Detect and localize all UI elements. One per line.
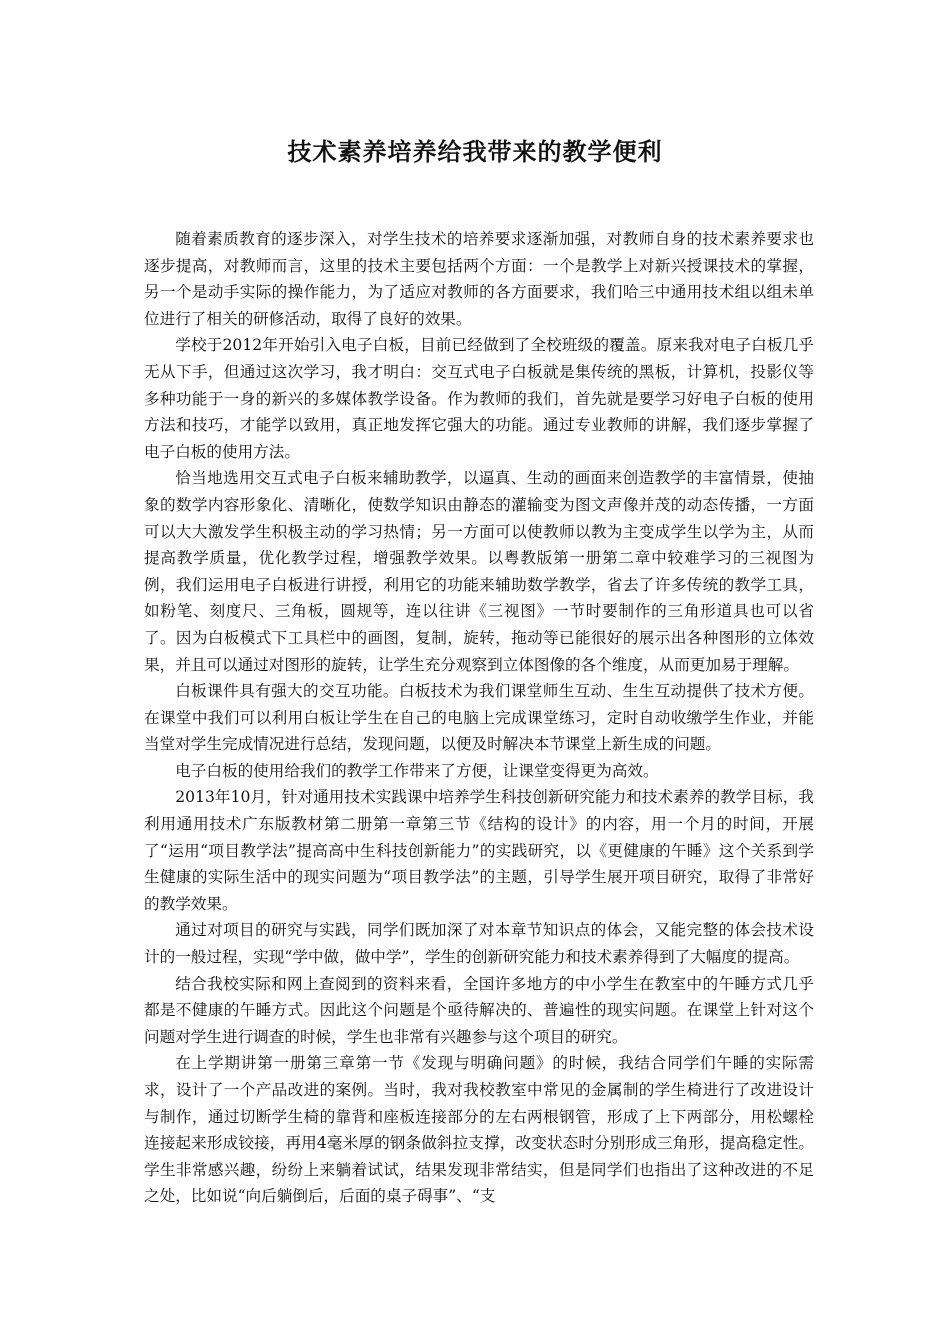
document-title: 技术素养培养给我带来的教学便利 bbox=[287, 138, 663, 166]
paragraph-1: 随着素质教育的逐步深入，对学生技术的培养要求逐渐加强，对教师自身的技术素养要求也逐步提高，对教师而言，这里的技术主要包括两个方面：一个是教学上对新兴授课技术的掌握，另一个是动手实际的操作能力，为了适应对教师的各方面要求，我们哈三中通用技术组以组未单位进行了相关的研修活动，取得了良好的效果。 bbox=[144, 230, 814, 328]
paragraph-4: 白板课件具有强大的交互功能。白板技术为我们课堂师生互动、生生互动提供了技术方便。在课堂中我们可以利用白板让学生在自己的电脑上完成课堂练习，定时自动收缴学生作业，并能当堂对学生完成情况进行总结，发现问题，以便及时解决本节课堂上新生成的问题。 bbox=[144, 682, 814, 754]
paragraph-6: 2013年10月，针对通用技术实践课中培养学生科技创新研究能力和技术素养的教学目标，我利用通用技术广东版教材第二册第一章第三节《结构的设计》的内容，用一个月的时间，开展了“运用“项目教学法”提高高中生科技创新能力”的实践研究，以《更健康的午睡》这个关系到学生健康的实际生活中的现实问题为“项目教学法”的主题，引导学生展开项目研究，取得了非常好的教学效果。 bbox=[144, 788, 814, 913]
paragraph-8: 结合我校实际和网上查阅到的资料来看，全国许多地方的中小学生在教室中的午睡方式几乎都是不健康的午睡方式。因此这个问题是个亟待解决的、普遍性的现实问题。在课堂上针对这个问题对学生进行调查的时候，学生也非常有兴趣参与这个项目的研究。 bbox=[144, 974, 814, 1046]
paragraph-3: 恰当地选用交互式电子白板来辅助教学，以逼真、生动的画面来创造教学的丰富情景，使抽象的数学内容形象化、清晰化，使数学知识由静态的灌输变为图文声像并茂的动态传播，一方面可以大大激发学生积极主动的学习热情；另一方面可以使教师以教为主变成学生以学为主，从而提高教学质量，优化教学过程，增强教学效果。以粤教版第一册第二章中较难学习的三视图为例，我们运用电子白板进行讲授，利用它的功能来辅助数学教学，省去了许多传统的教学工具，如粉笔、刻度尺、三角板，圆规等，连以往讲《三视图》一节时要制作的三角形道具也可以省了。因为白板模式下工具栏中的画图，复制，旋转，拖动等已能很好的展示出各种图形的立体效果，并且可以通过对图形的旋转，让学生充分观察到立体图像的各个维度，从而更加易于理解。 bbox=[144, 469, 814, 674]
paragraph-5: 电子白板的使用给我们的教学工作带来了方便，让课堂变得更为高效。 bbox=[175, 761, 659, 780]
paragraph-7: 通过对项目的研究与实践，同学们既加深了对本章节知识点的体会，又能完整的体会技术设计的一般过程，实现“学中做，做中学”，学生的创新研究能力和技术素养得到了大幅度的提高。 bbox=[144, 921, 814, 967]
paragraph-9: 在上学期讲第一册第三章第一节《发现与明确问题》的时候，我结合同学们午睡的实际需求，设计了一个产品改进的案例。当时，我对我校教室中常见的金属制的学生椅进行了改进设计与制作，通过切断学生椅的靠背和座板连接部分的左右两根钢管，形成了上下两部分，用松螺栓连接起来形成铰接，再用4毫米厚的钢条做斜拉支撑，改变状态时分别形成三角形，提高稳定性。学生非常感兴趣，纷纷上来躺着试试，结果发现非常结实，但是同学们也指出了这种改进的不足之处，比如说“向后躺倒后，后面的桌子碍事”、“支 bbox=[144, 1054, 814, 1206]
paragraph-2: 学校于2012年开始引入电子白板，目前已经做到了全校班级的覆盖。原来我对电子白板几乎无从下手，但通过这次学习，我才明白：交互式电子白板就是集传统的黑板，计算机，投影仪等多种功能于一身的新兴的多媒体教学设备。作为教师的我们，首先就是要学习好电子白板的使用方法和技巧，才能学以致用，真正地发挥它强大的功能。通过专业教师的讲解，我们逐步掌握了电子白板的使用方法。 bbox=[144, 336, 814, 461]
document-body bbox=[144, 226, 814, 1210]
